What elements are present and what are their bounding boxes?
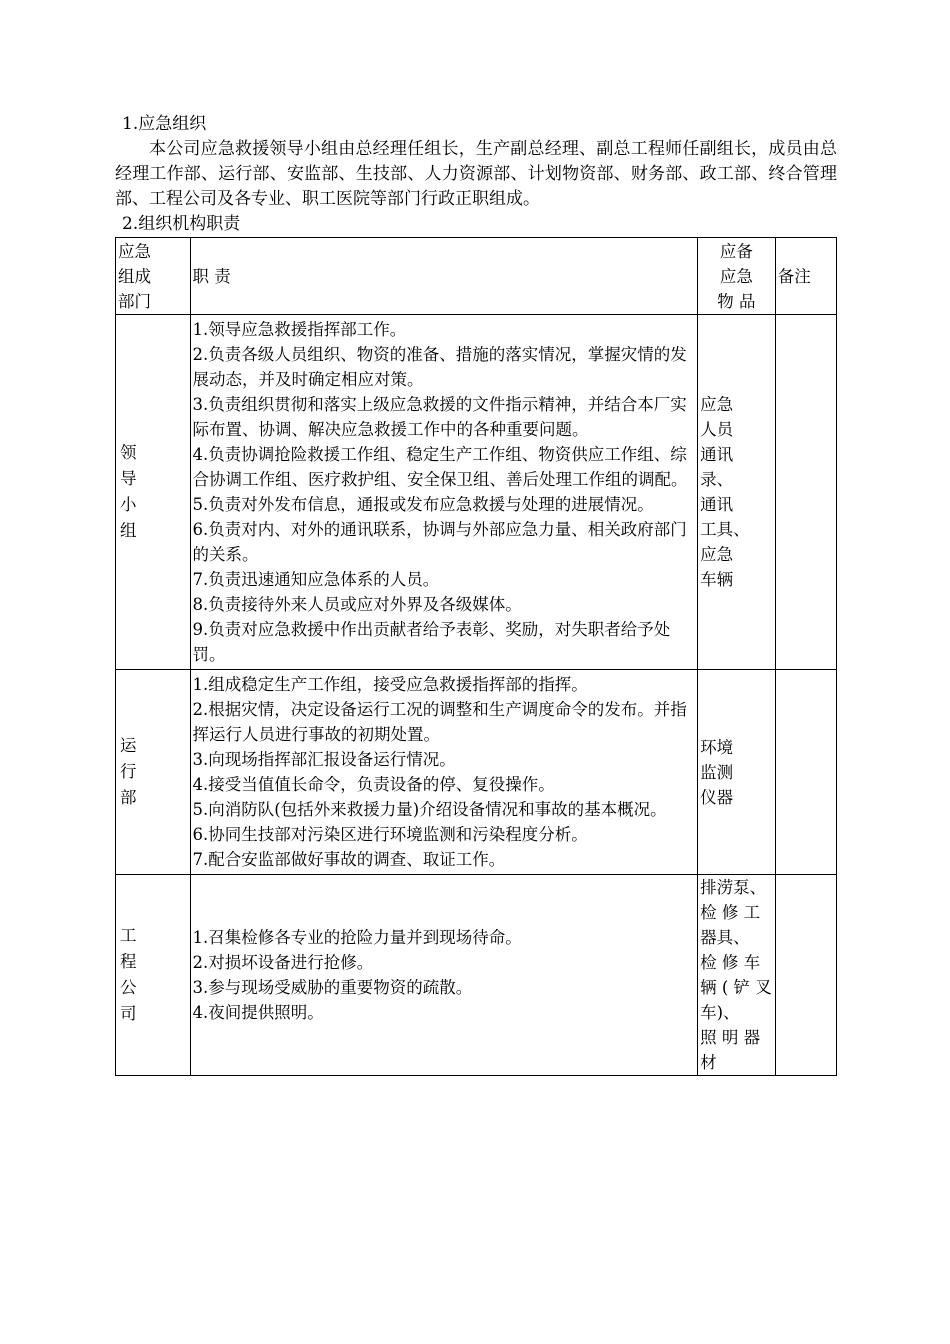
dept-char: 部 [120,788,137,807]
duty-item: 2.根据灾情，决定设备运行工况的调整和生产调度命令的发布。并指挥运行人员进行事故的初期处置。 [192,700,687,744]
note-cell [775,670,836,875]
duty-item: 9.负责对应急救援中作出贡献者给予表彰、奖励，对失职者给予处罚。 [192,620,671,664]
item-line: 通讯 [700,495,734,514]
duty-item: 4.夜间提供照明。 [192,1003,324,1022]
duty-item: 2.负责各级人员组织、物资的准备、措施的落实情况，掌握灾情的发展动态，并及时确定相应对策。 [192,345,687,389]
dept-char: 程 [120,952,137,971]
duty-item: 6.负责对内、对外的通讯联系，协调与外部应急力量、相关政府部门的关系。 [192,520,687,564]
duty-item: 4.接受当值值长命令，负责设备的停、复役操作。 [192,775,555,794]
duty-item: 1.领导应急救援指挥部工作。 [192,320,407,339]
items-cell [698,875,776,1076]
header-dept-line: 部门 [118,291,151,311]
section-heading-2: 2.组织机构职责 [122,214,241,234]
table-row [116,875,837,1076]
item-line: 车)、 [700,1003,740,1022]
item-line: 仪器 [700,787,734,807]
item-line: 材 [700,1053,717,1072]
item-line: 照 明 器 [700,1028,761,1047]
duty-item: 5.负责对外发布信息，通报或发布应急救援与处理的进展情况。 [192,495,654,514]
dept-cell [116,670,191,875]
duty-cell [190,670,698,875]
duty-item: 6.协同生技部对污染区进行环境监测和污染程度分析。 [192,825,588,844]
item-line: 检 修 车 [700,953,761,972]
duty-item: 3.负责组织贯彻和落实上级应急救援的文件指示精神，并结合本厂实际布置、协调、解决应急救援工作中的各种重要问题。 [192,395,687,439]
duty-cell [190,315,698,670]
duty-item: 8.负责接待外来人员或应对外界及各级媒体。 [192,595,522,614]
header-dept-line: 应急 [118,241,151,261]
duty-item: 4.负责协调抢险救援工作组、稳定生产工作组、物资供应工作组、综合协调工作组、医疗救护组、安全保卫组、善后处理工作组的调配。 [192,445,688,489]
items-cell [698,315,776,670]
item-line: 录、 [700,470,734,489]
header-items-line: 应急 [719,266,753,286]
header-duty-cell: 职 责 [190,238,698,315]
item-line: 人员 [700,420,734,439]
duty-item: 3.向现场指挥部汇报设备运行情况。 [192,750,456,769]
item-line: 工具、 [700,520,750,539]
header-dept-line: 组成 [118,266,151,286]
dept-char: 导 [120,469,137,488]
duty-item: 7.配合安监部做好事故的调查、取证工作。 [192,850,506,869]
item-line: 辆 ( 铲 叉 [700,978,772,997]
item-line: 排涝泵、 [700,878,767,897]
item-line: 应急 [700,545,734,564]
table-row [116,670,837,875]
duty-item: 1.组成稳定生产工作组，接受应急救援指挥部的指挥。 [192,675,588,694]
dept-cell [116,315,191,670]
duty-table [115,237,837,1076]
item-line: 环境 [700,737,734,757]
duty-item: 2.对损坏设备进行抢修。 [192,953,374,972]
dept-char: 运 [120,736,137,755]
header-dept-cell [116,238,191,315]
note-cell [775,875,836,1076]
items-cell [698,670,776,875]
header-note-cell: 备注 [775,238,836,315]
item-line: 检 修 工 [700,903,761,922]
dept-char: 小 [120,495,137,514]
item-line: 器具、 [700,928,750,947]
duty-item: 1.召集检修各专业的抢险力量并到现场待命。 [192,928,522,947]
dept-char: 工 [120,926,137,945]
dept-char: 公 [120,978,137,997]
item-line: 通讯 [700,445,734,464]
dept-char: 组 [120,521,137,540]
item-line: 监测 [700,762,734,782]
note-cell [775,315,836,670]
section-heading-1: 1.应急组织 [122,114,207,134]
header-items-cell [698,238,776,315]
duty-cell [190,875,698,1076]
table-row [116,315,837,670]
header-items-line: 物 品 [717,291,756,311]
item-line: 应急 [700,395,734,414]
dept-cell [116,875,191,1076]
section-paragraph-1: 本公司应急救援领导小组由总经理任组长，生产副总经理、副总工程师任副组长，成员由总经理工作部、运行部、安监部、生技部、人力资源部、计划物资部、财务部、政工部、终合管理部、工程公司及各专业、职工医院等部门行政正职组成。 [115,139,837,209]
document-page [115,112,837,1076]
duty-item: 3.参与现场受威胁的重要物资的疏散。 [192,978,473,997]
duty-item: 7.负责迅速通知应急体系的人员。 [192,570,440,589]
duty-item: 5.向消防队(包括外来救援力量)介绍设备情况和事故的基本概况。 [192,800,667,819]
dept-char: 行 [120,762,137,781]
header-items-line: 应备 [719,241,753,261]
dept-char: 司 [120,1004,137,1023]
item-line: 车辆 [700,570,734,589]
table-header-row [116,238,837,315]
dept-char: 领 [120,443,137,462]
